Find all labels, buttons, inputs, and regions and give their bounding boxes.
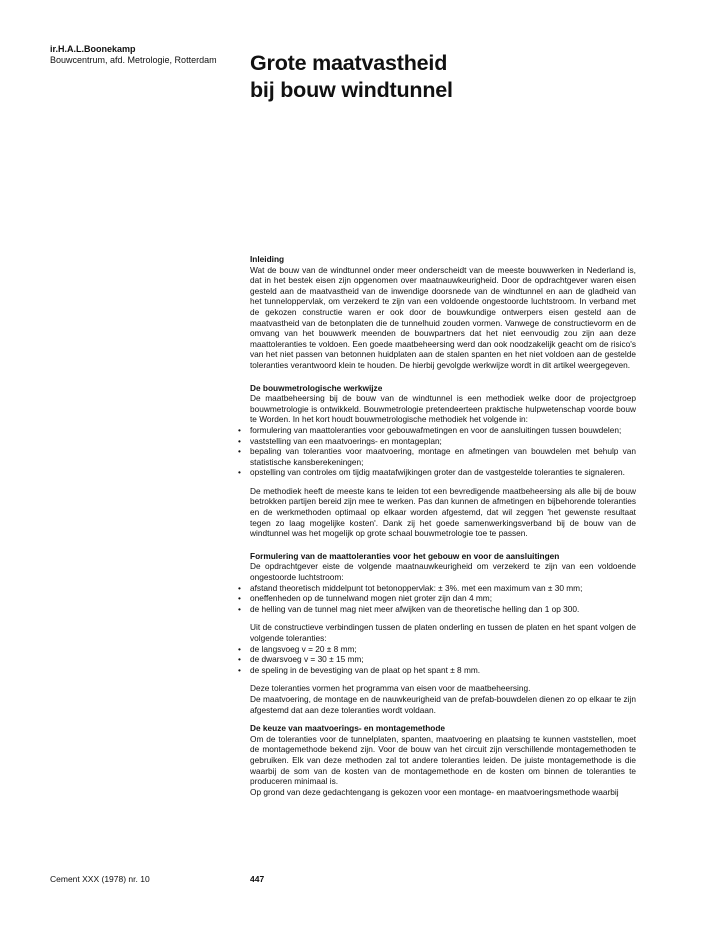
list-item: • de speling in de bevestiging van de plaat op het spant ± 8 mm. xyxy=(250,665,636,676)
list-item: • vaststelling van een maatvoerings- en montageplan; xyxy=(250,436,636,447)
section-paragraph: Om de toleranties voor de tunnelplaten, spanten, maatvoering en plaatsing te kunnen vaststellen, moet de montagemethode bekend zijn. Voor de bouw van het circuit zijn verschillende montagemethoden te gebruiken. Elk van deze methoden zal tot andere toleranties leiden. De juiste montagemethode is die waarbij de som van de kosten van de montagemethode en de kosten om binnen de toleranties te produceren minimaal is. xyxy=(250,733,636,787)
section-werkwijze-cont xyxy=(250,486,636,539)
section-heading: Inleiding xyxy=(250,254,285,264)
section-paragraph: Uit de constructieve verbindingen tussen de platen onderling en tussen de platen en het spant volgen de volgende toleranties: xyxy=(250,622,636,643)
section-heading: De bouwmetrologische werkwijze xyxy=(250,382,383,393)
section-paragraph: Op grond van deze gedachtengang is gekozen voor een montage- en maatvoeringsmethode waarbij xyxy=(250,786,619,797)
section-paragraph: Wat de bouw van de windtunnel onder meer onderscheidt van de meeste bouwwerken in Nederland is, dat in het bestek eisen zijn opgenomen over maatnauwkeurigheid. Door de opdrachtgever waren eisen gesteld aan de maatvastheid van de inwendige doorsnede van de windtunnel en aan de gladheid van het tunneloppervlak, om verzekerd te zijn van een voldoende ongestoorde luchtstroom. In verband met de gekozen constructie waren er ook door de bouwkundige ontwerpers eisen gesteld aan de maatvastheid van de betonplaten die de tunnelhuid zouden vormen. Vanwege de constructievorm en de omvang van het bouwwerk meenden de bouwpartners dat het niet eenvoudig zou zijn aan deze maattoleranties te voldoen. Een goede maatbeheersing werd dan ook noodzakelijk geacht om de risico's van het niet passen van betonnen huidplaten aan de stalen spanten en het niet voldoen aan de gestelde toleranties verantwoord klein te houden. De hierbij gevolgde werkwijze wordt in dit artikel weergegeven. xyxy=(250,264,636,370)
list-item: • afstand theoretisch middelpunt tot betonoppervlak: ± 3%. met een maximum van ± 30 mm; xyxy=(250,583,636,594)
article-title xyxy=(250,50,650,104)
section-inleiding xyxy=(250,254,636,371)
section-formulering-cont xyxy=(250,622,636,675)
section-formulering xyxy=(250,551,636,615)
section-paragraph: Deze toleranties vormen het programma van eisen voor de maatbeheersing. xyxy=(250,683,531,694)
author-affiliation: Bouwcentrum, afd. Metrologie, Rotterdam xyxy=(50,55,217,65)
section-werkwijze xyxy=(250,383,636,478)
author-name: ir.H.A.L.Boonekamp xyxy=(50,44,136,54)
author-block xyxy=(50,44,250,66)
section-heading: Formulering van de maattoleranties voor het gebouw en voor de aansluitingen xyxy=(250,550,560,561)
title-line-2: bij bouw windtunnel xyxy=(250,78,453,102)
list-item: • de helling van de tunnel mag niet meer afwijken van de theoretische helling dan 1 op 300. xyxy=(250,604,636,615)
section-paragraph: De opdrachtgever eiste de volgende maatnauwkeurigheid om verzekerd te zijn van een voldoende ongestoorde luchtstroom: xyxy=(250,561,636,583)
section-heading: De keuze van maatvoerings- en montagemethode xyxy=(250,723,446,734)
list-item: • opstelling van controles om tijdig maatafwijkingen groter dan de vastgestelde toleranties te signaleren. xyxy=(250,467,636,478)
journal-footer: Cement XXX (1978) nr. 10 xyxy=(50,874,150,884)
title-line-1: Grote maatvastheid xyxy=(250,51,448,75)
article-body xyxy=(250,254,636,805)
section-paragraph: De methodiek heeft de meeste kans te leiden tot een bevredigende maatbeheersing als alle bij de bouw betrokken partijen bereid zijn mee te werken. Pas dan kunnen de afmetingen en bijbehorende toleranties en de werkmethoden optimaal op elkaar worden afgestemd, dat wil zeggen 'het gewenste resultaat tegen zo laag mogelijke kosten'. Dank zij het goede samenwerkingsverband bij de bouw van de windtunnel was het mogelijk op grote schaal bouwmetrologie toe te passen. xyxy=(250,485,636,539)
section-formulering-end xyxy=(250,683,636,715)
section-paragraph: De maatbeheersing bij de bouw van de windtunnel is een methodiek welke door de projectgroep bouwmetrologie is ontwikkeld. Bouwmetrologie pretendeerteen praktische hulpwetenschap voorde bouw te Worden. In het kort houdt bouwmetrologische methodiek het volgende in: xyxy=(250,393,636,425)
bullet-list xyxy=(250,425,636,478)
list-item: • formulering van maattoleranties voor gebouwafmetingen en voor de aansluitingen tussen bouwdelen; xyxy=(250,425,636,436)
bullet-list xyxy=(250,583,636,615)
list-item: • de langsvoeg v = 20 ± 8 mm; xyxy=(250,644,636,655)
bullet-list xyxy=(250,644,636,676)
page-number: 447 xyxy=(250,874,265,884)
section-keuze xyxy=(250,723,636,797)
list-item: • oneffenheden op de tunnelwand mogen niet groter zijn dan 4 mm; xyxy=(250,593,636,604)
list-item: • de dwarsvoeg v = 30 ± 15 mm; xyxy=(250,654,636,665)
list-item: • bepaling van toleranties voor maatvoering, montage en afmetingen van bouwdelen met behulp van statistische kansberekeningen; xyxy=(250,446,636,467)
section-paragraph: De maatvoering, de montage en de nauwkeurigheid van de prefab-bouwdelen dienen zo op elkaar te zijn afgestemd dat aan deze toleranties wordt voldaan. xyxy=(250,693,636,715)
